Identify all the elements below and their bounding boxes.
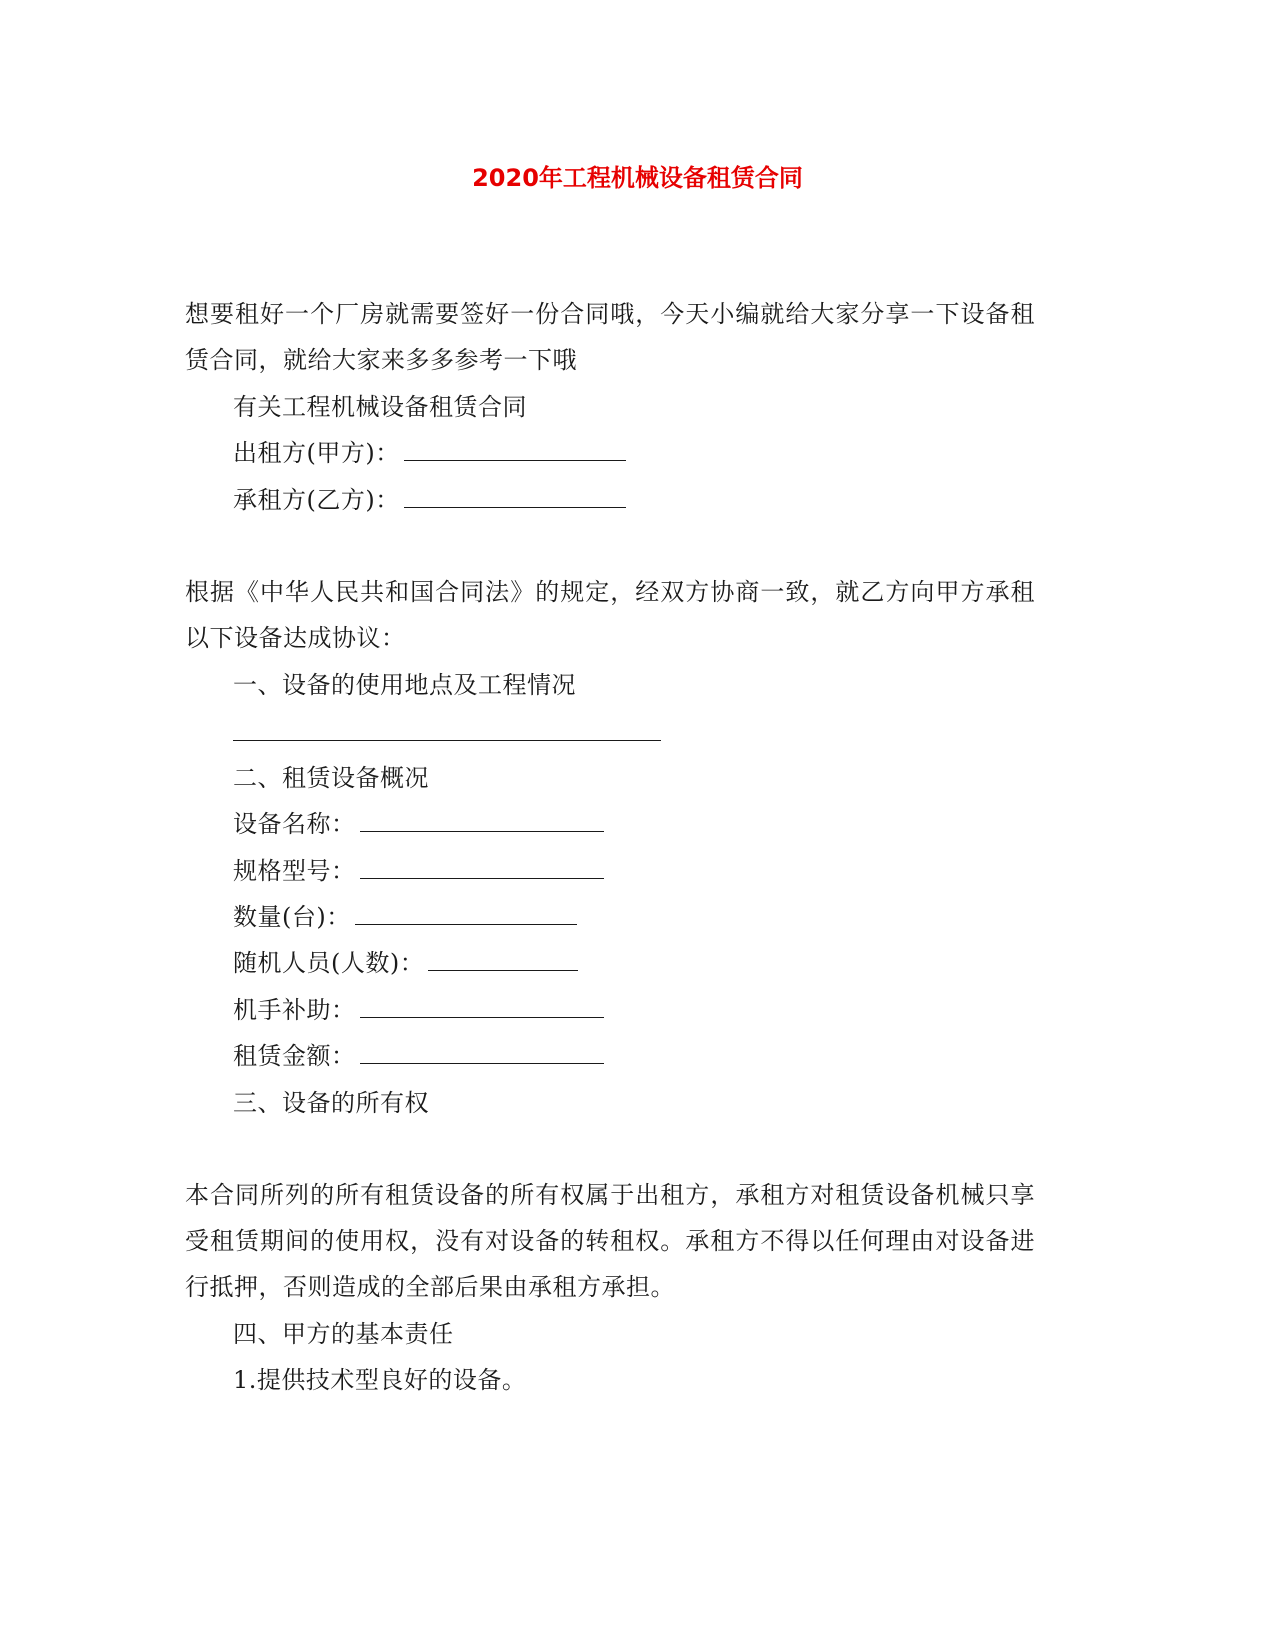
equipment-name-line bbox=[233, 801, 604, 847]
rental-amount-blank bbox=[360, 1041, 604, 1064]
preamble-paragraph: 根据《中华人民共和国合同法》的规定，经双方协商一致，就乙方向甲方承租以下设备达成协议： bbox=[185, 578, 1035, 652]
location-blank-line bbox=[233, 740, 661, 741]
equipment-name-label: 设备名称： bbox=[233, 810, 356, 838]
operator-subsidy-blank bbox=[360, 995, 604, 1018]
spec-model-label: 规格型号： bbox=[233, 857, 356, 885]
lessee-blank bbox=[404, 485, 626, 508]
intro-paragraph: 想要租好一个厂房就需要签好一份合同哦，今天小编就给大家分享一下设备租赁合同，就给大家来多多参考一下哦 bbox=[185, 300, 1035, 374]
section-4-heading: 四、甲方的基本责任 bbox=[233, 1320, 454, 1348]
section-3-heading: 三、设备的所有权 bbox=[233, 1089, 429, 1117]
rental-amount-line bbox=[233, 1033, 604, 1079]
lessor-label: 出租方(甲方)： bbox=[233, 439, 400, 467]
operator-subsidy-line bbox=[233, 987, 604, 1033]
lessee-label: 承租方(乙方)： bbox=[233, 486, 400, 514]
spec-model-line bbox=[233, 848, 604, 894]
quantity-blank bbox=[355, 902, 577, 925]
lessor-line bbox=[233, 430, 626, 476]
section-1-heading: 一、设备的使用地点及工程情况 bbox=[233, 671, 576, 699]
lessee-line bbox=[233, 477, 626, 523]
lessor-blank bbox=[404, 438, 626, 461]
equipment-name-blank bbox=[360, 809, 604, 832]
document-title: 2020年工程机械设备租赁合同 bbox=[472, 164, 803, 192]
operators-line bbox=[233, 940, 578, 986]
ownership-paragraph: 本合同所列的所有租赁设备的所有权属于出租方，承租方对租赁设备机械只享受租赁期间的使用权，没有对设备的转租权。承租方不得以任何理由对设备进行抵押，否则造成的全部后果由承租方承担。 bbox=[185, 1181, 1035, 1301]
operators-label: 随机人员(人数)： bbox=[233, 949, 425, 977]
spec-model-blank bbox=[360, 856, 604, 879]
quantity-line bbox=[233, 894, 577, 940]
section-2-heading: 二、租赁设备概况 bbox=[233, 764, 429, 792]
operators-blank bbox=[428, 948, 578, 971]
clause-item-1: 1.提供技术型良好的设备。 bbox=[233, 1366, 527, 1394]
quantity-label: 数量(台)： bbox=[233, 903, 351, 931]
contract-name: 有关工程机械设备租赁合同 bbox=[233, 393, 527, 421]
operator-subsidy-label: 机手补助： bbox=[233, 996, 356, 1024]
rental-amount-label: 租赁金额： bbox=[233, 1042, 356, 1070]
